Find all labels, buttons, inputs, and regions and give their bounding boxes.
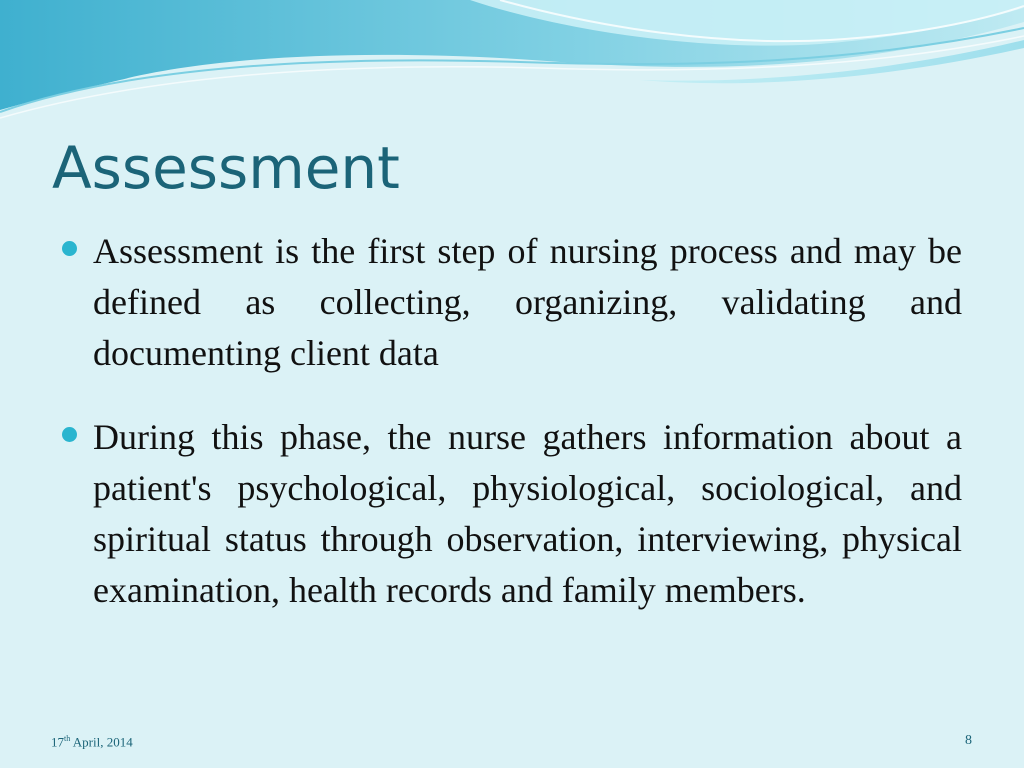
footer-date bbox=[51, 734, 133, 750]
bullet-dot-icon bbox=[62, 427, 77, 442]
slide-title: Assessment bbox=[52, 134, 400, 202]
bullet-text: Assessment is the first step of nursing process and may be defined as collecting, organizing, validating and documenting client data bbox=[93, 231, 962, 373]
bullet-text: During this phase, the nurse gathers information about a patient's psychological, physiological, sociological, and spiritual status through observation, interviewing, physical examination, health records and family members. bbox=[93, 417, 962, 610]
footer-date-day: 17 bbox=[51, 734, 64, 750]
footer-date-suffix: th bbox=[64, 734, 71, 743]
bullet-item bbox=[62, 226, 962, 379]
bullet-item bbox=[62, 412, 962, 616]
page-number: 8 bbox=[965, 733, 972, 748]
footer-date-rest: April, 2014 bbox=[70, 734, 133, 750]
bullet-dot-icon bbox=[62, 241, 77, 256]
bullet-list bbox=[62, 226, 962, 649]
header-wave-decoration bbox=[0, 0, 1024, 130]
